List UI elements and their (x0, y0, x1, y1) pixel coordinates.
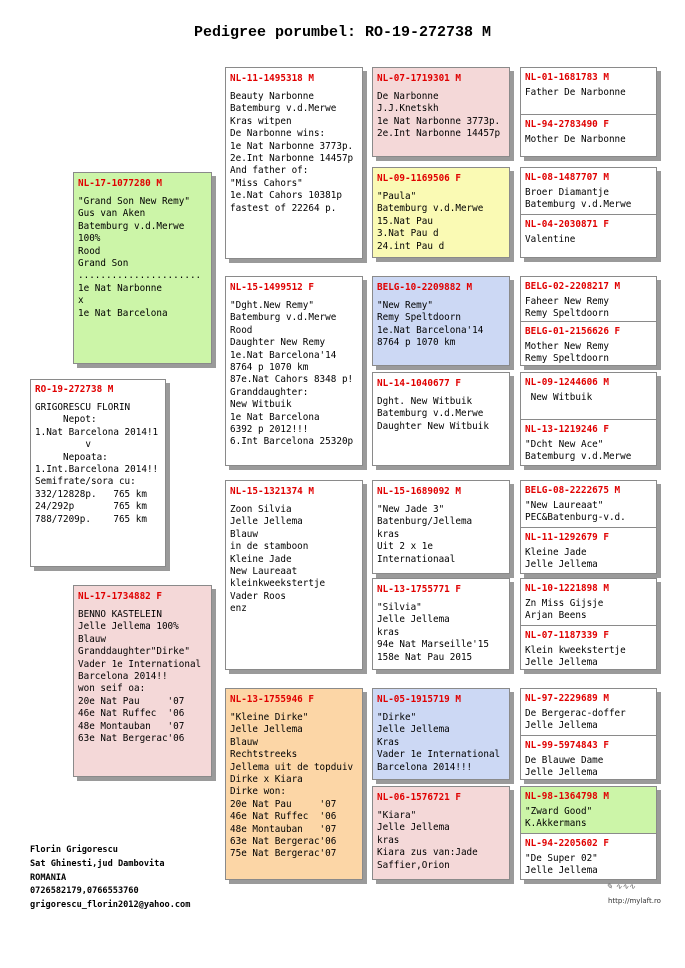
bird-notes: "New Laureaat" PEC&Batenburg-v.d. (525, 500, 626, 524)
ring-number: NL-09-1169506 F (377, 173, 461, 184)
ring-number: NL-04-2030871 F (525, 219, 609, 230)
ring-number: NL-07-1719301 M (377, 73, 461, 84)
great-grandparent-card (372, 786, 510, 880)
great-grandparent-card (372, 167, 510, 258)
bird-notes: De Bergerac-doffer Jelle Jellema (525, 708, 626, 732)
bird-notes: "Grand Son New Remy" Gus van Aken Batemburg v.d.Merwe 100% Rood Grand Son ...................... 1e Nat Narbonne x 1e Nat Barcelona (78, 196, 202, 319)
ring-number: RO-19-272738 M (35, 384, 114, 395)
dam-card (73, 585, 212, 777)
ring-number: NL-11-1292679 F (525, 532, 609, 543)
bird-notes: Zn Miss Gijsje Arjan Beens (525, 598, 604, 622)
grandparent-card (225, 276, 363, 466)
bird-notes: "Dght.New Remy" Batemburg v.d.Merwe Rood Daughter New Remy 1e.Nat Barcelona'14 8764 p 1070 km 87e.Nat Cahors 8348 p! Granddaughter: New Witbuik 1e Nat Barcelona 6392 p 2012!!! 6.Int Barcelona 25320p (230, 300, 354, 448)
ring-number: NL-11-1495318 M (230, 73, 314, 84)
page-title: Pedigree porumbel: RO-19-272738 M (193, 24, 492, 41)
great-grandparent-card (372, 276, 510, 366)
great-great-grandparents-card (520, 688, 657, 780)
bird-notes: "Kiara" Jelle Jellema kras Kiara zus van:Jade Saffier,Orion (377, 810, 478, 871)
great-great-grandparents-card (520, 578, 657, 670)
great-great-grandparents-card (520, 167, 657, 258)
logo-url: http://mylaft.ro (608, 897, 661, 905)
great-great-grandparents-card (520, 786, 657, 880)
ring-number: NL-94-2205602 F (525, 838, 609, 849)
card-divider (521, 625, 656, 626)
great-grandparent-card (372, 578, 510, 670)
great-grandparent-card (372, 67, 510, 157)
bird-notes: "Paula" Batemburg v.d.Merwe 15.Nat Pau 3.Nat Pau d 24.int Pau d (377, 191, 484, 252)
bird-notes: New Witbuik (525, 392, 593, 403)
ring-number: NL-94-2783490 F (525, 119, 609, 130)
ring-number: NL-08-1487707 M (525, 172, 609, 183)
ring-number: BELG-02-2208217 M (525, 281, 621, 292)
bird-notes: De Blauwe Dame Jelle Jellema (525, 755, 604, 779)
card-divider (521, 735, 656, 736)
ring-number: NL-99-5974843 F (525, 740, 609, 751)
great-grandparent-card (372, 688, 510, 780)
bird-notes: Kleine Jade Jelle Jellema (525, 547, 598, 571)
ring-number: NL-14-1040677 F (377, 378, 461, 389)
bird-notes: "Zward Good" K.Akkermans (525, 806, 593, 830)
bird-notes: Mother New Remy Remy Speltdoorn (525, 341, 609, 365)
card-divider (521, 833, 656, 834)
card-divider (521, 214, 656, 215)
bird-notes: De Narbonne J.J.Knetskh 1e Nat Narbonne 3773p. 2e.Int Narbonne 14457p (377, 91, 501, 140)
great-great-grandparents-card (520, 480, 657, 574)
card-divider (521, 114, 656, 115)
great-great-grandparents-card (520, 67, 657, 157)
ring-number: NL-13-1219246 F (525, 424, 609, 435)
ring-number: NL-01-1681783 M (525, 72, 609, 83)
bird-notes: "Kleine Dirke" Jelle Jellema Blauw Rechtstreeks Jellema uit de topduiv Dirke x Kiara Dirke won: 20e Nat Pau '07 46e Nat Ruffec '06 48e Montauban '07 63e Nat Bergerac'06 75e Nat Bergerac'07 (230, 712, 354, 860)
ring-number: NL-13-1755946 F (230, 694, 314, 705)
subject-card (30, 379, 166, 567)
owner-contact: Florin Grigorescu Sat Ghinesti,jud Dambovita ROMANIA 0726582179,0766553760 grigorescu_florin2012@yahoo.com (30, 845, 191, 911)
bird-notes: GRIGORESCU FLORIN Nepot: 1.Nat Barcelona 2014!1 v Nepoata: 1.Int.Barcelona 2014!! Semifrate/sora cu: 332/12828p. 765 km 24/292p 765 km 788/7209p. 765 km (35, 402, 159, 525)
card-divider (521, 527, 656, 528)
bird-notes: Broer Diamantje Batemburg v.d.Merwe (525, 187, 632, 211)
ring-number: NL-98-1364798 M (525, 791, 609, 802)
ring-number: NL-06-1576721 F (377, 792, 461, 803)
bird-notes: "Silvia" Jelle Jellema kras 94e Nat Marseille'15 158e Nat Pau 2015 (377, 602, 489, 663)
great-grandparent-card (372, 480, 510, 574)
ring-number: BELG-10-2209882 M (377, 282, 473, 293)
bird-notes: "Dcht New Ace" Batemburg v.d.Merwe (525, 439, 632, 463)
great-great-grandparents-card (520, 372, 657, 466)
bird-notes: BENNO KASTELEIN Jelle Jellema 100% Blauw Granddaughter"Dirke" Vader 1e International Barcelona 2014!! won seif oa: 20e Nat Pau '07 46e Nat Ruffec '06 48e Montauban '07 63e Nat Bergerac'06 (78, 609, 202, 745)
bird-notes: Dght. New Witbuik Batemburg v.d.Merwe Daughter New Witbuik (377, 396, 489, 432)
great-great-grandparents-card (520, 276, 657, 366)
grandparent-card (225, 67, 363, 259)
ring-number: NL-17-1734882 F (78, 591, 162, 602)
bird-notes: Valentine (525, 234, 576, 245)
bird-notes: Zoon Silvia Jelle Jellema Blauw in de stamboon Kleine Jade New Laureaat kleinkweekstertje Vader Roos enz (230, 504, 326, 615)
bird-notes: Father De Narbonne (525, 87, 626, 98)
ring-number: NL-09-1244606 M (525, 377, 609, 388)
ring-number: NL-13-1755771 F (377, 584, 461, 595)
ring-number: BELG-01-2156626 F (525, 326, 621, 337)
sire-card (73, 172, 212, 364)
bird-notes: Klein kweekstertje Jelle Jellema (525, 645, 626, 669)
signature-logo: ✎ ∿∿∿ (606, 882, 636, 891)
bird-notes: Beauty Narbonne Batemburg v.d.Merwe Kras witpen De Narbonne wins: 1e Nat Narbonne 3773p. 2e.Int Narbonne 14457p And father of: "Miss Cahors" 1e.Nat Cahors 10381p fastest of 22264 p. (230, 91, 354, 214)
ring-number: BELG-08-2222675 M (525, 485, 621, 496)
ring-number: NL-15-1321374 M (230, 486, 314, 497)
ring-number: NL-97-2229689 M (525, 693, 609, 704)
bird-notes: Faheer New Remy Remy Speltdoorn (525, 296, 609, 320)
bird-notes: Mother De Narbonne (525, 134, 626, 145)
bird-notes: "De Super 02" Jelle Jellema (525, 853, 598, 877)
grandparent-card (225, 480, 363, 670)
great-grandparent-card (372, 372, 510, 466)
ring-number: NL-07-1187339 F (525, 630, 609, 641)
ring-number: NL-10-1221898 M (525, 583, 609, 594)
ring-number: NL-17-1077280 M (78, 178, 162, 189)
card-divider (521, 321, 656, 322)
grandparent-card (225, 688, 363, 880)
bird-notes: "New Remy" Remy Speltdoorn 1e.Nat Barcelona'14 8764 p 1070 km (377, 300, 484, 349)
card-divider (521, 419, 656, 420)
bird-notes: "Dirke" Jelle Jellema Kras Vader 1e International Barcelona 2014!!! (377, 712, 501, 773)
ring-number: NL-15-1499512 F (230, 282, 314, 293)
ring-number: NL-15-1689092 M (377, 486, 461, 497)
ring-number: NL-05-1915719 M (377, 694, 461, 705)
bird-notes: "New Jade 3" Batenburg/Jellema kras Uit 2 x 1e Internationaal (377, 504, 473, 565)
